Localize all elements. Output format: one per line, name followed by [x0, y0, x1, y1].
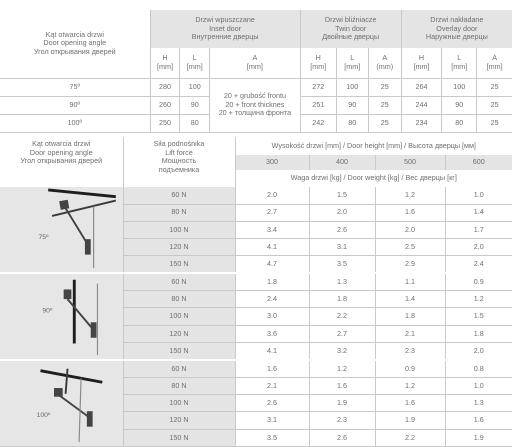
lift-force-value: 60 N	[123, 187, 235, 204]
twin-a-header: A (mm)	[368, 48, 401, 78]
door-weight-value: 2.3	[309, 412, 375, 429]
lift-force-value: 80 N	[123, 377, 235, 394]
door-weight-value: 2.7	[309, 325, 375, 342]
table-row	[0, 360, 512, 377]
door-weight-value: 3.4	[235, 221, 309, 238]
door-weight-header: Waga drzwi [kg] / Door weight [kg] / Вес дверцы [кг]	[235, 170, 512, 187]
door-weight-value: 2.1	[375, 325, 445, 342]
door-weight-value: 0.9	[445, 273, 512, 290]
door-height-header: Wysokość drzwi [mm] / Door height [mm] / Высота дверцы [мм]	[235, 137, 512, 155]
height-300: 300	[235, 155, 309, 170]
door-weight-value: 2.0	[445, 343, 512, 360]
svg-text:90º: 90º	[42, 307, 53, 315]
door-weight-value: 1.8	[445, 325, 512, 342]
inset-h-header: H [mm]	[150, 48, 180, 78]
door-weight-value: 2.2	[309, 308, 375, 325]
lift-force-value: 120 N	[123, 412, 235, 429]
door-weight-value: 0.8	[445, 360, 512, 377]
door-weight-value: 1.9	[309, 395, 375, 412]
door-weight-value: 3.2	[309, 343, 375, 360]
door-weight-value: 1.7	[445, 221, 512, 238]
height-600: 600	[445, 155, 512, 170]
door-weight-value: 4.7	[235, 256, 309, 273]
door-weight-value: 2.6	[235, 395, 309, 412]
door-weight-value: 4.1	[235, 239, 309, 256]
door-weight-value: 2.4	[445, 256, 512, 273]
angle-header: Kąt otwarcia drzwi Door opening angle Угол открывания дверей	[0, 10, 150, 78]
lift-force-table	[0, 137, 512, 447]
a-formula-note: 20 + grubość frontu 20 + front thicknes 20 + толщина фронта	[210, 78, 300, 132]
angle-header-2: Kąt otwarcia drzwi Door opening angle Угол открывания дверей	[20, 139, 103, 166]
twin-h-header: H [mm]	[300, 48, 336, 78]
inset-a-header: A [mm]	[210, 48, 300, 78]
twin-door-header: Drzwi bliźniacze Twin door Двойные дверцы	[300, 10, 401, 48]
door-weight-value: 1.6	[309, 377, 375, 394]
door-weight-value: 3.1	[235, 412, 309, 429]
door-weight-value: 2.0	[235, 187, 309, 204]
door-weight-value: 3.5	[309, 256, 375, 273]
door-weight-value: 2.9	[375, 256, 445, 273]
door-weight-value: 2.0	[445, 239, 512, 256]
door-weight-value: 1.4	[445, 204, 512, 221]
lift-force-value: 100 N	[123, 308, 235, 325]
twin-l-header: L [mm]	[336, 48, 368, 78]
door-weight-value: 3.5	[235, 429, 309, 446]
table-row: 100º 250 80 242 80 25 234 80 25	[0, 114, 512, 132]
table-row	[0, 187, 512, 204]
door-weight-value: 4.1	[235, 343, 309, 360]
lift-force-value: 60 N	[123, 273, 235, 290]
lift-force-value: 60 N	[123, 360, 235, 377]
door-weight-value: 3.1	[309, 239, 375, 256]
lift-force-value: 100 N	[123, 221, 235, 238]
angle-diagram-cell	[0, 273, 123, 360]
table-row: 75º 280 100 20 + grubość frontu 20 + front thicknes 20 + толщина фронта 272 100 25 264 100 25	[0, 78, 512, 96]
door-weight-value: 2.6	[309, 429, 375, 446]
lift-force-value: 150 N	[123, 429, 235, 446]
lift-90-diagram-icon	[0, 274, 123, 359]
angle-diagram-cell	[0, 360, 123, 447]
lift-75-diagram-icon	[0, 187, 123, 272]
door-weight-value: 1.2	[375, 187, 445, 204]
door-weight-value: 1.6	[375, 395, 445, 412]
table-row	[0, 273, 512, 290]
inset-door-header: Drzwi wpuszczane Inset door Внутренние дверцы	[150, 10, 300, 48]
door-weight-value: 1.8	[375, 308, 445, 325]
door-weight-value: 2.1	[235, 377, 309, 394]
lift-force-value: 120 N	[123, 239, 235, 256]
door-weight-value: 3.6	[235, 325, 309, 342]
door-weight-value: 2.4	[235, 290, 309, 307]
door-weight-value: 1.5	[445, 308, 512, 325]
door-weight-value: 1.6	[445, 412, 512, 429]
door-weight-value: 2.7	[235, 204, 309, 221]
lift-force-value: 100 N	[123, 395, 235, 412]
inset-l-header: L [mm]	[180, 48, 210, 78]
door-weight-value: 1.5	[309, 187, 375, 204]
door-weight-value: 2.5	[375, 239, 445, 256]
overlay-door-header: Drzwi nakładane Overlay door Наружные дверцы	[401, 10, 512, 48]
angle-diagram-cell	[0, 187, 123, 273]
door-weight-value: 1.0	[445, 187, 512, 204]
door-weight-value: 2.3	[375, 343, 445, 360]
door-weight-value: 1.4	[375, 290, 445, 307]
door-weight-value: 1.8	[309, 290, 375, 307]
svg-text:75º: 75º	[38, 234, 49, 242]
door-weight-value: 1.3	[445, 395, 512, 412]
overlay-h-header: H [mm]	[401, 48, 441, 78]
door-weight-value: 1.9	[445, 429, 512, 446]
door-weight-value: 1.9	[375, 412, 445, 429]
svg-text:100º: 100º	[36, 412, 51, 420]
door-dimensions-table	[0, 10, 512, 133]
lift-force-header: Siła podnośnika Lift force Мощность подъемника	[123, 137, 235, 187]
door-weight-value: 2.2	[375, 429, 445, 446]
lift-force-value: 80 N	[123, 204, 235, 221]
door-weight-value: 1.2	[445, 290, 512, 307]
door-weight-value: 1.3	[309, 273, 375, 290]
door-weight-value: 1.2	[375, 377, 445, 394]
lift-force-value: 120 N	[123, 325, 235, 342]
overlay-a-header: A [mm]	[477, 48, 512, 78]
door-weight-value: 1.2	[309, 360, 375, 377]
door-weight-value: 2.6	[309, 221, 375, 238]
door-weight-value: 2.0	[309, 204, 375, 221]
door-weight-value: 1.6	[235, 360, 309, 377]
height-500: 500	[375, 155, 445, 170]
door-weight-value: 0.9	[375, 360, 445, 377]
door-weight-value: 2.0	[375, 221, 445, 238]
door-weight-value: 1.6	[375, 204, 445, 221]
height-400: 400	[309, 155, 375, 170]
door-weight-value: 1.1	[375, 273, 445, 290]
table-row: 90º 260 90 251 90 25 244 90 25	[0, 96, 512, 114]
door-weight-value: 3.0	[235, 308, 309, 325]
lift-force-value: 150 N	[123, 256, 235, 273]
door-weight-value: 1.0	[445, 377, 512, 394]
overlay-l-header: L [mm]	[442, 48, 477, 78]
lift-force-value: 150 N	[123, 343, 235, 360]
lift-100-diagram-icon	[0, 361, 123, 446]
lift-force-value: 80 N	[123, 290, 235, 307]
door-weight-value: 1.8	[235, 273, 309, 290]
